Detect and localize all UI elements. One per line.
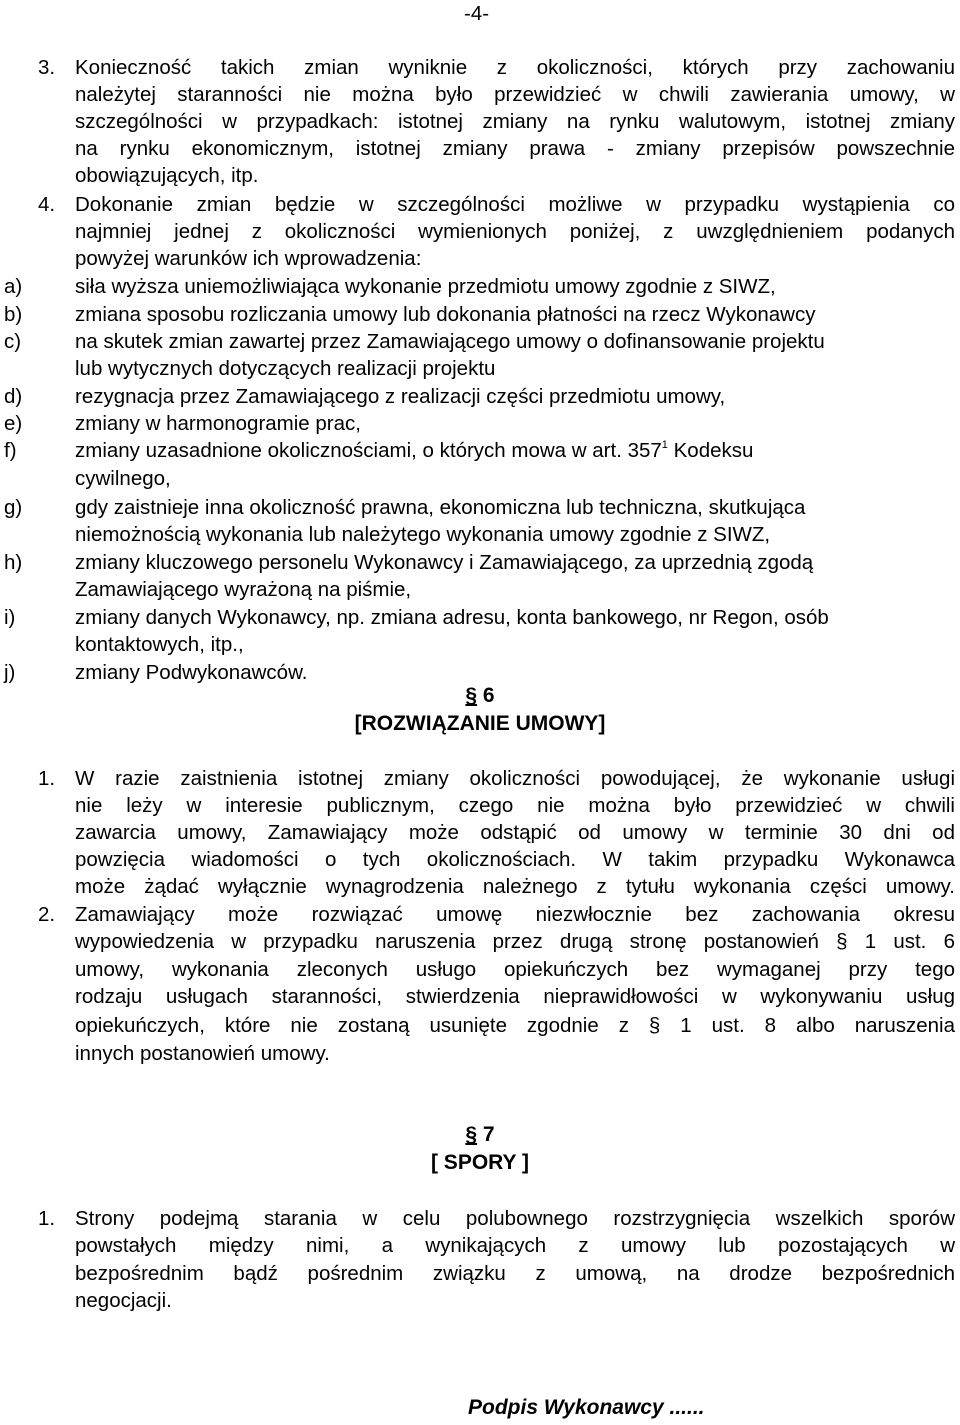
list-item-text-part: zmiany uzasadnione okolicznościami, o których mowa w art. 357 (75, 439, 662, 462)
paragraph-line: zawarcia umowy, Zamawiający może odstąpić od umowy w terminie 30 dni od (75, 821, 955, 844)
section-number: 7 (482, 1123, 495, 1146)
section-6-number (0, 684, 960, 708)
paragraph-line: umowy, wykonania zleconych usługo opiekuńczych bez wymaganej przy tego (75, 958, 955, 981)
paragraph-number: 2. (38, 903, 56, 926)
paragraph-line: opiekuńczych, które nie zostaną usunięte zgodnie z § 1 ust. 8 albo naruszenia (75, 1014, 955, 1037)
list-item-text: rezygnacja przez Zamawiającego z realizacji części przedmiotu umowy, (75, 385, 726, 408)
list-item-text: zmiany danych Wykonawcy, np. zmiana adresu, konta bankowego, nr Regon, osób (75, 606, 829, 629)
paragraph-line: bezpośrednim bądź pośrednim związku z umową, na drodze bezpośrednich (75, 1262, 955, 1285)
list-item-text: gdy zaistnieje inna okoliczność prawna, ekonomiczna lub techniczna, skutkująca (75, 496, 806, 519)
paragraph-line: wypowiedzenia w przypadku naruszenia przez drugą stronę postanowień § 1 ust. 6 (75, 930, 955, 953)
list-item-label: c) (4, 330, 22, 353)
list-item-text: Zamawiającego wyrażoną na piśmie, (75, 578, 412, 601)
paragraph-number: 4. (38, 193, 56, 216)
list-item-text: zmiany kluczowego personelu Wykonawcy i Zamawiającego, za uprzednią zgodą (75, 551, 814, 574)
list-item-text-part: Kodeksu (667, 439, 754, 462)
paragraph-number: 1. (38, 1207, 56, 1230)
list-item-label: b) (4, 303, 23, 326)
section-sign: § (465, 684, 478, 707)
section-6-title: [ROZWIĄZANIE UMOWY] (354, 712, 606, 735)
paragraph-line: W razie zaistnienia istotnej zmiany okoliczności powodującej, że wykonanie usługi (75, 767, 955, 790)
list-item-text: zmiana sposobu rozliczania umowy lub dokonania płatności na rzecz Wykonawcy (75, 303, 816, 326)
paragraph-number: 1. (38, 767, 56, 790)
contractor-signature: Podpis Wykonawcy ...... (468, 1396, 705, 1419)
list-item-label: h) (4, 551, 23, 574)
paragraph-number: 3. (38, 56, 56, 79)
paragraph-line: najmniej jednej z okoliczności wymienionych poniżej, z uwzględnieniem podanych (75, 220, 955, 243)
paragraph-line: szczególności w przypadkach: istotnej zmiany na rynku walutowym, istotnej zmiany (75, 110, 955, 133)
list-item-label: d) (4, 385, 23, 408)
list-item-text: niemożnością wykonania lub należytego wykonania umowy zgodnie z SIWZ, (75, 523, 771, 546)
list-item-label: g) (4, 496, 23, 519)
paragraph-line: powstałych między nimi, a wynikających z umowy lub pozostających w (75, 1234, 955, 1257)
list-item-text: na skutek zmian zawartej przez Zamawiającego umowy o dofinansowanie projektu (75, 330, 825, 353)
paragraph-line: powyżej warunków ich wprowadzenia: (75, 247, 422, 270)
superscript: 1 (661, 439, 668, 451)
paragraph-line: na rynku ekonomicznym, istotnej zmiany prawa - zmiany przepisów powszechnie (75, 137, 955, 160)
section-7-number (0, 1123, 960, 1147)
page-number: -4- (464, 2, 490, 25)
paragraph-line: Zamawiający może rozwiązać umowę niezwłocznie bez zachowania okresu (75, 903, 955, 926)
list-item-text: kontaktowych, itp., (75, 633, 244, 656)
paragraph-line: negocjacji. (75, 1289, 172, 1312)
list-item-text: lub wytycznych dotyczących realizacji projektu (75, 357, 496, 380)
paragraph-line: nie leży w interesie publicznym, czego nie można było przewidzieć w chwili (75, 794, 955, 817)
list-item-text (75, 437, 753, 464)
list-item-text: zmiany w harmonogramie prac, (75, 412, 361, 435)
list-item-text: cywilnego, (75, 467, 171, 490)
paragraph-line: powzięcia wiadomości o tych okolicznościach. W takim przypadku Wykonawca (75, 848, 955, 871)
paragraph-line: innych postanowień umowy. (75, 1042, 330, 1065)
list-item-label: a) (4, 275, 23, 298)
section-7-title: [ SPORY ] (430, 1151, 530, 1174)
list-item-label: e) (4, 412, 23, 435)
paragraph-line: Strony podejmą starania w celu polubownego rozstrzygnięcia wszelkich sporów (75, 1207, 955, 1230)
section-sign: § (465, 1123, 478, 1146)
paragraph-line: Konieczność takich zmian wyniknie z okoliczności, których przy zachowaniu (75, 56, 955, 79)
list-item-text: siła wyższa uniemożliwiająca wykonanie przedmiotu umowy zgodnie z SIWZ, (75, 275, 776, 298)
list-item-label: i) (4, 606, 16, 629)
paragraph-line: Dokonanie zmian będzie w szczególności możliwe w przypadku wystąpienia co (75, 193, 955, 216)
list-item-text: zmiany Podwykonawców. (75, 661, 308, 684)
paragraph-line: rodzaju usługach staranności, stwierdzenia nieprawidłowości w wykonywaniu usług (75, 985, 955, 1008)
section-number: 6 (482, 684, 495, 707)
list-item-label: f) (4, 439, 17, 462)
paragraph-line: obowiązujących, itp. (75, 164, 259, 187)
paragraph-line: może żądać wyłącznie wynagrodzenia należnego z tytułu wykonania części umowy. (75, 875, 955, 898)
paragraph-line: należytej staranności nie można było przewidzieć w chwili zawierania umowy, w (75, 83, 955, 106)
list-item-label: j) (4, 661, 16, 684)
